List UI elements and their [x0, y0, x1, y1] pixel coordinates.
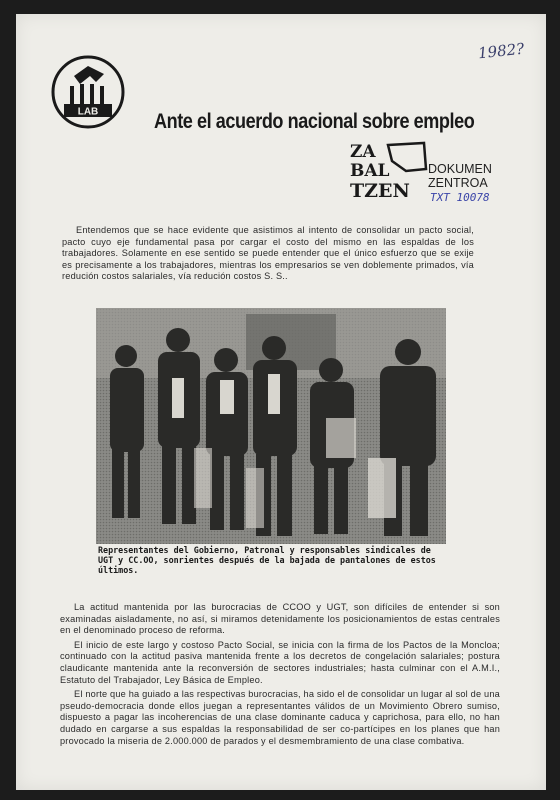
body-paragraph-2: El inicio de este largo y costoso Pacto Social, se inicia con la firma de los Pactos de la Moncloa; continuado con la actitud pasiva mantenida frente a los decretos de congelación salariales; postura claudicante mantenida ante la reconversión de sectores industriales; hasta culminar con el A.M.I., Estatuto del Trabajador, Ley Básica de Empleo. — [60, 639, 500, 685]
stamp-letters-3: TZEN — [350, 180, 410, 202]
photo-caption: Representantes del Gobierno, Patronal y responsables sindicales de UGT y CC.OO, sonrientes después de la bajada de pantalones de estos últimos. — [98, 545, 436, 576]
stamp-letters-1: ZA — [350, 142, 376, 162]
body-text — [60, 602, 500, 750]
stamp-letters-2: BAL — [350, 161, 390, 181]
stamp-label-line1: DOKUMEN — [428, 162, 492, 176]
handwritten-date-note: 1982? — [477, 39, 526, 63]
stamp-label — [428, 162, 492, 190]
page-title: Ante el acuerdo nacional sobre empleo — [154, 110, 475, 133]
body-paragraph-3: El norte que ha guiado a las respectivas burocracias, ha sido el de consolidar un lugar al sol de una pseudo-democracia donde ellos juegan a representantes válidos de un Movimiento Obrero sumiso, dispuesto a pagar las incoherencias de una clase dominante caduca y caprichosa, para ello, no han dudado en cargarse a sus espaldas la responsabilidad de ser co-partícipes en los planes que han provocado la miseria de 2.000.000 de parados y el desmembramiento de una clase combativa. — [60, 689, 500, 746]
stamp-archive-code: TXT 10078 — [430, 191, 490, 204]
document-page — [16, 14, 546, 790]
intro-paragraph: Entendemos que se hace evidente que asistimos al intento de consolidar un pacto social, pacto cuyo eje fundamental pasa por cargar el costo del mismo en las espaldas de los trabajadores. Solamente en ese sentido se puede entender que el único esfuerzo que se exije es precisamente a los trabajadores, mientras los empresarios se ven doblemente primados, vía redución costos salariales, vía redución costos S. S.. — [62, 225, 474, 282]
group-photograph — [96, 308, 446, 544]
stamp-label-line2: ZENTROA — [428, 176, 488, 190]
lab-union-logo — [50, 54, 126, 130]
logo-text: LAB — [77, 106, 99, 118]
body-paragraph-1: La actitud mantenida por las burocracias de CCOO y UGT, son difíciles de entender si son examinadas aisladamente, no así, si miramos detenidamente los posicionamientos de estas centrales en el denominado proceso de reforma. — [60, 602, 500, 636]
